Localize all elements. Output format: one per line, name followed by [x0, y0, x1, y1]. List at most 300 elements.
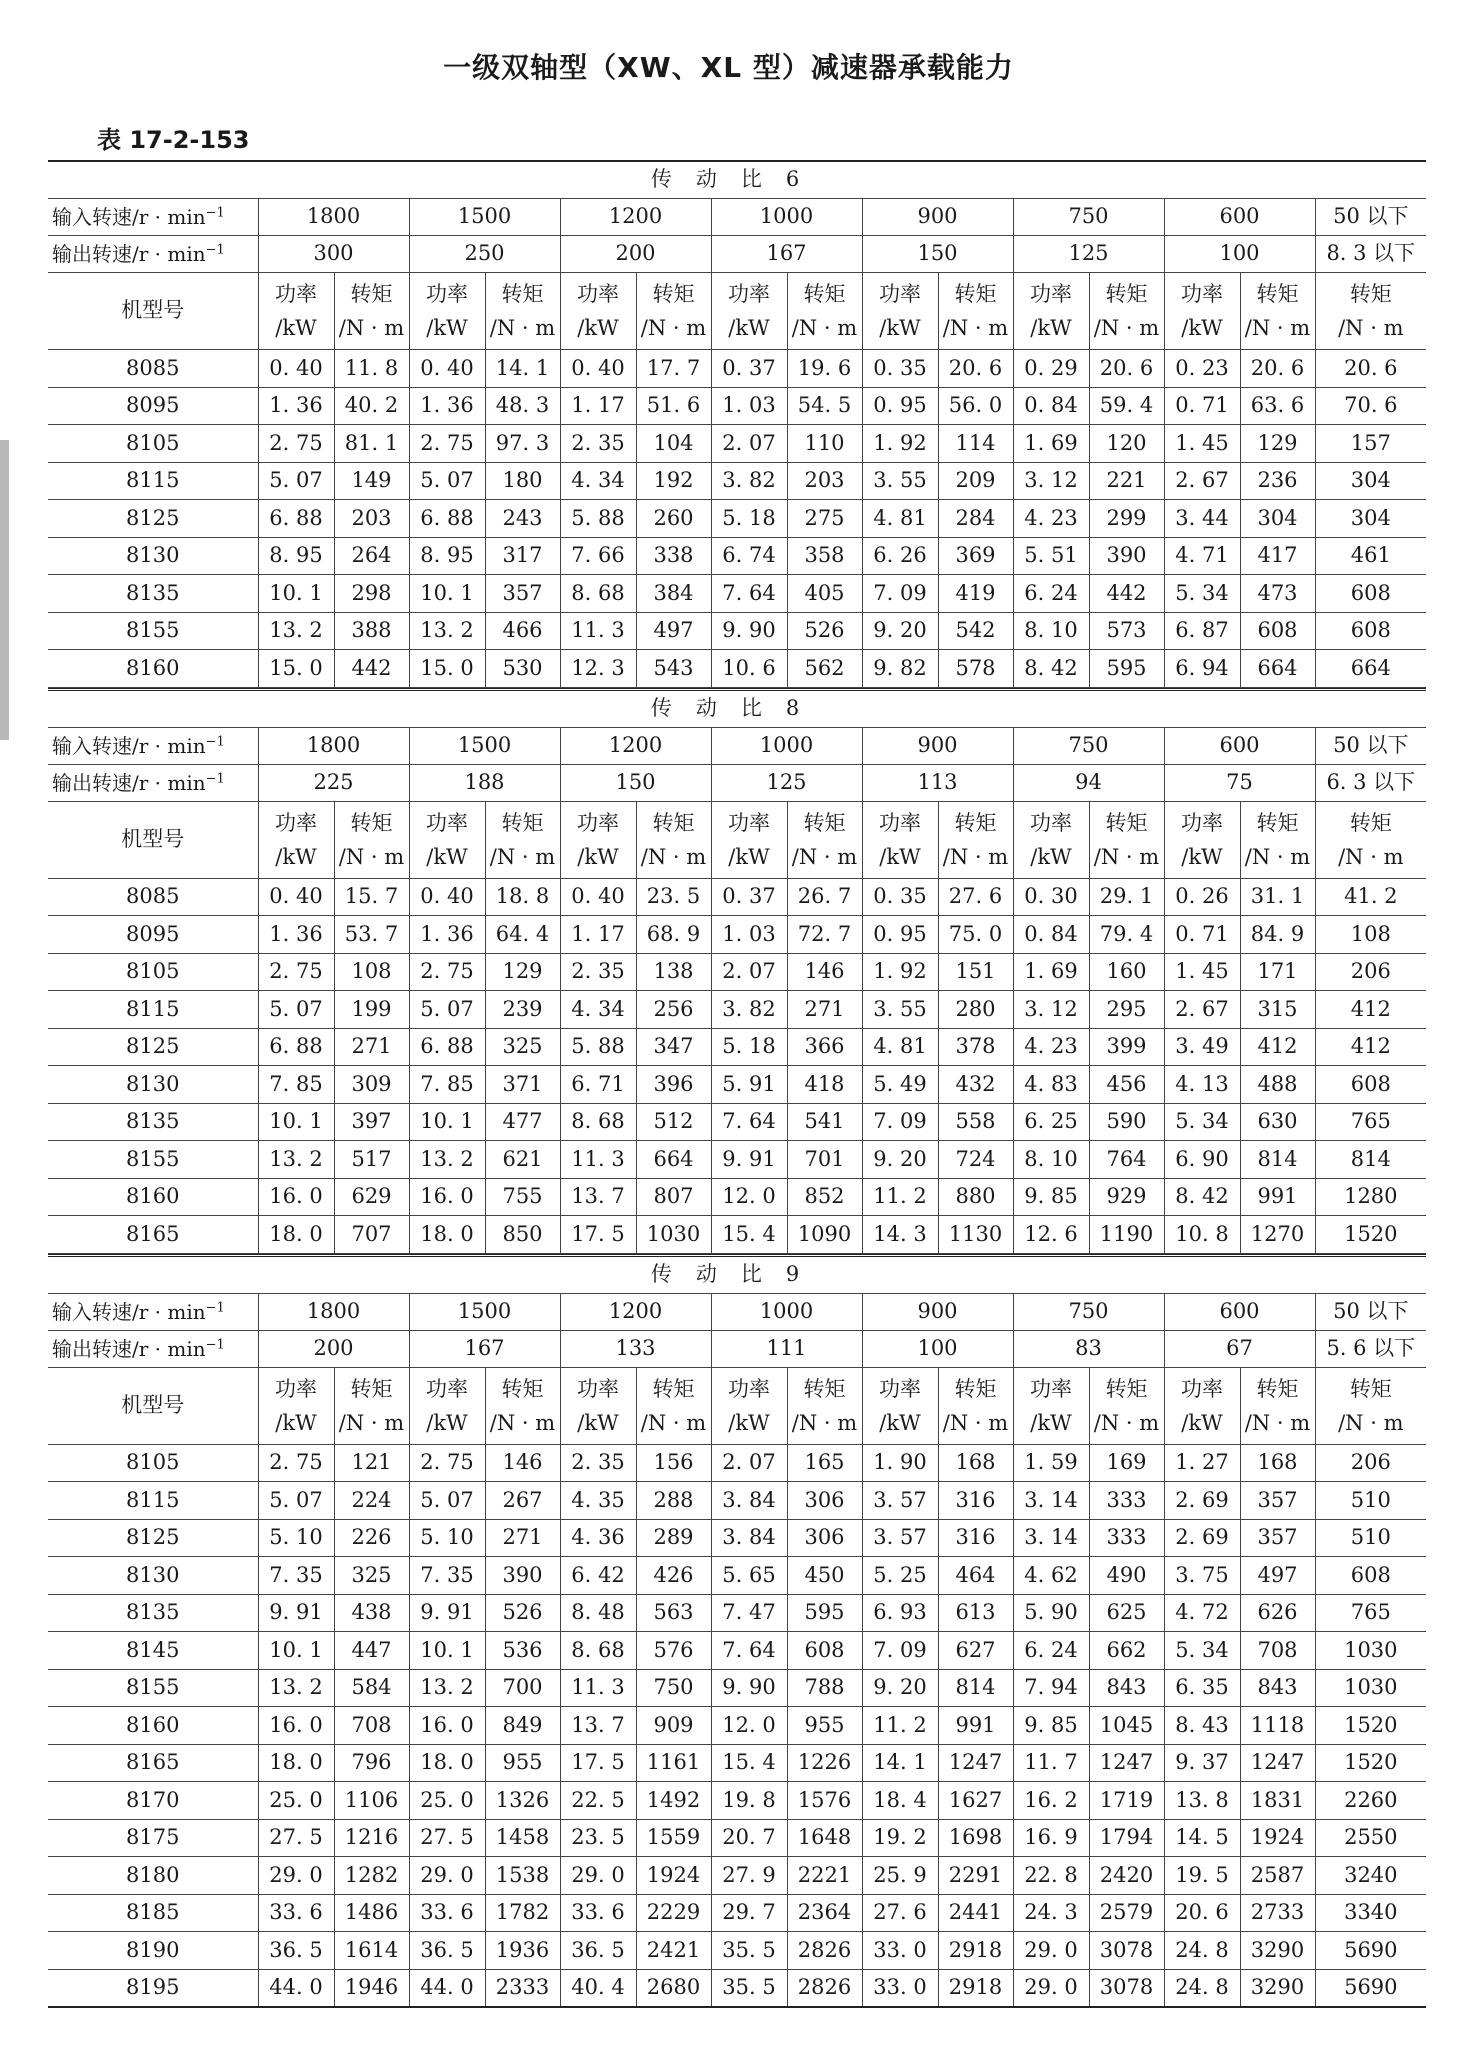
value-cell: 2364: [787, 1894, 862, 1932]
value-cell: 2. 69: [1164, 1482, 1240, 1520]
speed-label: 输出转速$/r \cdot \min^{-1}$: [48, 236, 258, 273]
output-speed-cell: 188: [409, 764, 560, 801]
input-speed-cell: 750: [1013, 1293, 1164, 1330]
value-cell: 788: [787, 1669, 862, 1707]
value-cell: 171: [1240, 953, 1315, 991]
power-header-unit: /kW: [426, 844, 468, 869]
torque-header: [485, 273, 560, 350]
value-cell: 664: [1240, 650, 1315, 688]
value-cell: 1719: [1089, 1782, 1164, 1820]
value-cell: 35. 5: [711, 1932, 787, 1970]
value-cell: 1. 36: [258, 916, 334, 954]
value-cell: 3. 55: [862, 991, 938, 1029]
table-row: [48, 1894, 1426, 1932]
value-cell: 11. 7: [1013, 1744, 1089, 1782]
value-cell: 5. 34: [1164, 575, 1240, 613]
power-header-top: 功率: [728, 810, 770, 835]
value-cell: 1. 03: [711, 387, 787, 425]
value-cell: 56. 0: [938, 387, 1013, 425]
value-cell: 168: [938, 1444, 1013, 1482]
model-cell: 8105: [48, 1444, 258, 1482]
power-header-unit: /kW: [728, 844, 770, 869]
torque-header-unit: /N · m: [942, 844, 1009, 869]
power-header: [258, 801, 334, 878]
table-row: [48, 953, 1426, 991]
torque-header: [1089, 801, 1164, 878]
power-header-top: 功率: [1181, 282, 1223, 306]
value-cell: 6. 26: [862, 537, 938, 575]
value-cell: 306: [787, 1482, 862, 1520]
value-cell: 1. 17: [560, 916, 636, 954]
model-cell: 8125: [48, 1028, 258, 1066]
output-speed-cell: 200: [258, 1330, 409, 1367]
value-cell: 2229: [636, 1894, 711, 1932]
value-cell: 497: [636, 612, 711, 650]
value-cell: 442: [1089, 575, 1164, 613]
ratio-band: 传动比8: [48, 689, 1426, 727]
value-cell: 1. 69: [1013, 425, 1089, 463]
value-cell: 4. 62: [1013, 1557, 1089, 1595]
value-cell: 239: [485, 991, 560, 1029]
value-cell: 44. 0: [258, 1969, 334, 2007]
value-cell: 5. 88: [560, 1028, 636, 1066]
torque-header-unit: /N · m: [1244, 316, 1311, 340]
table-row: [48, 1444, 1426, 1482]
value-cell: 20. 6: [938, 350, 1013, 388]
model-cell: 8115: [48, 1482, 258, 1520]
table-row: [48, 991, 1426, 1029]
value-cell: 1614: [334, 1932, 409, 1970]
value-cell: 9. 90: [711, 1669, 787, 1707]
value-cell: 6. 88: [258, 1028, 334, 1066]
value-cell: 236: [1240, 462, 1315, 500]
value-cell: 4. 34: [560, 991, 636, 1029]
value-cell: 6. 93: [862, 1594, 938, 1632]
model-header: 机型号: [48, 1367, 258, 1444]
value-cell: 20. 6: [1240, 350, 1315, 388]
value-cell: 53. 7: [334, 916, 409, 954]
value-cell: 412: [1315, 991, 1426, 1029]
value-cell: 36. 5: [560, 1932, 636, 1970]
value-cell: 165: [787, 1444, 862, 1482]
value-cell: 1326: [485, 1782, 560, 1820]
value-cell: 10. 1: [258, 1632, 334, 1670]
value-cell: 3078: [1089, 1932, 1164, 1970]
torque-header: [1315, 801, 1426, 878]
value-cell: 849: [485, 1707, 560, 1745]
value-cell: 16. 0: [409, 1707, 485, 1745]
value-cell: 1782: [485, 1894, 560, 1932]
value-cell: 608: [787, 1632, 862, 1670]
value-cell: 267: [485, 1482, 560, 1520]
value-cell: 4. 83: [1013, 1066, 1089, 1104]
torque-header-unit: /N · m: [640, 844, 707, 869]
value-cell: 814: [1315, 1141, 1426, 1179]
value-cell: 2420: [1089, 1857, 1164, 1895]
value-cell: 7. 66: [560, 537, 636, 575]
value-cell: 4. 81: [862, 1028, 938, 1066]
table-row: [48, 1482, 1426, 1520]
value-cell: 20. 7: [711, 1819, 787, 1857]
model-cell: 8155: [48, 1669, 258, 1707]
value-cell: 1. 90: [862, 1444, 938, 1482]
input-speed-cell: 900: [862, 1293, 1013, 1330]
value-cell: 18. 0: [258, 1216, 334, 1254]
value-cell: 664: [1315, 650, 1426, 688]
torque-header: [334, 273, 409, 350]
value-cell: 27. 6: [862, 1894, 938, 1932]
table-row: [48, 1632, 1426, 1670]
value-cell: 10. 1: [409, 1632, 485, 1670]
value-cell: 1. 69: [1013, 953, 1089, 991]
value-cell: 955: [485, 1744, 560, 1782]
table-row: [48, 1103, 1426, 1141]
value-cell: 6. 24: [1013, 1632, 1089, 1670]
value-cell: 25. 0: [258, 1782, 334, 1820]
power-header-unit: /kW: [1030, 844, 1072, 869]
value-cell: 110: [787, 425, 862, 463]
torque-header-top: 转矩: [803, 810, 846, 835]
value-cell: 33. 6: [560, 1894, 636, 1932]
value-cell: 5. 18: [711, 1028, 787, 1066]
value-cell: 7. 94: [1013, 1669, 1089, 1707]
value-cell: 0. 84: [1013, 916, 1089, 954]
value-cell: 24. 8: [1164, 1932, 1240, 1970]
value-cell: 8. 68: [560, 1103, 636, 1141]
value-cell: 260: [636, 500, 711, 538]
model-cell: 8130: [48, 537, 258, 575]
value-cell: 3. 82: [711, 462, 787, 500]
power-header: [711, 1367, 787, 1444]
unit-exponent: −1: [205, 770, 225, 786]
output-speed-cell: 5. 6 以下: [1315, 1330, 1426, 1367]
value-cell: 562: [787, 650, 862, 688]
value-cell: 108: [1315, 916, 1426, 954]
value-cell: 14. 1: [485, 350, 560, 388]
torque-header-top: 转矩: [1105, 810, 1148, 835]
value-cell: 4. 36: [560, 1519, 636, 1557]
value-cell: 295: [1089, 991, 1164, 1029]
torque-header-top: 转矩: [1105, 1376, 1148, 1401]
value-cell: 0. 37: [711, 878, 787, 916]
value-cell: 17. 5: [560, 1744, 636, 1782]
value-cell: 129: [485, 953, 560, 991]
value-cell: 1936: [485, 1932, 560, 1970]
input-speed-cell: 1200: [560, 727, 711, 764]
input-speed-cell: 50 以下: [1315, 199, 1426, 236]
value-cell: 304: [1315, 462, 1426, 500]
torque-header-top: 转矩: [501, 282, 544, 306]
value-cell: 10. 8: [1164, 1216, 1240, 1254]
value-cell: 12. 6: [1013, 1216, 1089, 1254]
value-cell: 708: [334, 1707, 409, 1745]
value-cell: 64. 4: [485, 916, 560, 954]
value-cell: 3. 14: [1013, 1519, 1089, 1557]
value-cell: 13. 2: [258, 1141, 334, 1179]
value-cell: 1161: [636, 1744, 711, 1782]
value-cell: 20. 6: [1089, 350, 1164, 388]
value-cell: 2826: [787, 1969, 862, 2007]
output-speed-cell: 250: [409, 236, 560, 273]
value-cell: 256: [636, 991, 711, 1029]
model-cell: 8165: [48, 1744, 258, 1782]
value-cell: 27. 5: [258, 1819, 334, 1857]
value-cell: 3. 82: [711, 991, 787, 1029]
value-cell: 724: [938, 1141, 1013, 1179]
value-cell: 306: [787, 1519, 862, 1557]
value-cell: 397: [334, 1103, 409, 1141]
output-speed-cell: 94: [1013, 764, 1164, 801]
power-header-top: 功率: [426, 282, 468, 306]
model-cell: 8135: [48, 1103, 258, 1141]
power-header-unit: /kW: [1181, 1410, 1223, 1435]
unit-exponent: −1: [205, 242, 225, 258]
value-cell: 6. 71: [560, 1066, 636, 1104]
table-row: [48, 1216, 1426, 1254]
value-cell: 843: [1240, 1669, 1315, 1707]
value-cell: 29. 0: [409, 1857, 485, 1895]
value-cell: 5. 07: [258, 1482, 334, 1520]
value-cell: 347: [636, 1028, 711, 1066]
value-cell: 796: [334, 1744, 409, 1782]
input-speed-cell: 900: [862, 727, 1013, 764]
torque-header-top: 转矩: [501, 810, 544, 835]
value-cell: 542: [938, 612, 1013, 650]
torque-header: [938, 1367, 1013, 1444]
torque-header-unit: /N · m: [489, 844, 556, 869]
power-header-top: 功率: [1181, 1376, 1223, 1401]
power-header: [560, 273, 636, 350]
power-header-unit: /kW: [275, 316, 317, 340]
value-cell: 9. 82: [862, 650, 938, 688]
value-cell: 390: [1089, 537, 1164, 575]
input-speed-cell: 1800: [258, 727, 409, 764]
value-cell: 7. 09: [862, 1103, 938, 1141]
value-cell: 18. 4: [862, 1782, 938, 1820]
value-cell: 275: [787, 500, 862, 538]
value-cell: 325: [334, 1557, 409, 1595]
value-cell: 5. 07: [258, 991, 334, 1029]
value-cell: 0. 40: [258, 878, 334, 916]
value-cell: 530: [485, 650, 560, 688]
input-speed-cell: 750: [1013, 199, 1164, 236]
value-cell: 621: [485, 1141, 560, 1179]
value-cell: 17. 7: [636, 350, 711, 388]
value-cell: 168: [1240, 1444, 1315, 1482]
table-row: [48, 1857, 1426, 1895]
value-cell: 2. 07: [711, 425, 787, 463]
value-cell: 5. 88: [560, 500, 636, 538]
model-cell: 8130: [48, 1066, 258, 1104]
torque-header-top: 转矩: [803, 1376, 846, 1401]
torque-header-unit: /N · m: [1093, 1410, 1160, 1435]
value-cell: 1627: [938, 1782, 1013, 1820]
value-cell: 991: [1240, 1178, 1315, 1216]
power-header: [409, 1367, 485, 1444]
model-cell: 8115: [48, 991, 258, 1029]
value-cell: 19. 6: [787, 350, 862, 388]
value-cell: 8. 10: [1013, 1141, 1089, 1179]
value-cell: 79. 4: [1089, 916, 1164, 954]
value-cell: 4. 13: [1164, 1066, 1240, 1104]
value-cell: 662: [1089, 1632, 1164, 1670]
value-cell: 36. 5: [258, 1932, 334, 1970]
value-cell: 708: [1240, 1632, 1315, 1670]
value-cell: 3. 57: [862, 1482, 938, 1520]
table-row: [48, 1519, 1426, 1557]
model-cell: 8130: [48, 1557, 258, 1595]
value-cell: 7. 85: [409, 1066, 485, 1104]
value-cell: 2. 67: [1164, 462, 1240, 500]
value-cell: 0. 40: [560, 350, 636, 388]
value-cell: 19. 2: [862, 1819, 938, 1857]
value-cell: 221: [1089, 462, 1164, 500]
torque-header: [636, 273, 711, 350]
value-cell: 9. 20: [862, 612, 938, 650]
value-cell: 2. 75: [409, 1444, 485, 1482]
value-cell: 271: [787, 991, 862, 1029]
ratio-band: 传动比6: [48, 161, 1426, 199]
value-cell: 1946: [334, 1969, 409, 2007]
value-cell: 991: [938, 1707, 1013, 1745]
value-cell: 6. 42: [560, 1557, 636, 1595]
model-cell: 8085: [48, 350, 258, 388]
input-speed-cell: 1500: [409, 199, 560, 236]
value-cell: 2. 69: [1164, 1519, 1240, 1557]
value-cell: 180: [485, 462, 560, 500]
value-cell: 20. 6: [1315, 350, 1426, 388]
value-cell: 199: [334, 991, 409, 1029]
value-cell: 12. 3: [560, 650, 636, 688]
value-cell: 271: [334, 1028, 409, 1066]
value-cell: 1559: [636, 1819, 711, 1857]
torque-header: [1315, 1367, 1426, 1444]
model-header: 机型号: [48, 273, 258, 350]
output-speed-cell: 125: [711, 764, 862, 801]
value-cell: 7. 35: [409, 1557, 485, 1595]
value-cell: 3. 55: [862, 462, 938, 500]
table-row: [48, 387, 1426, 425]
model-cell: 8170: [48, 1782, 258, 1820]
value-cell: 309: [334, 1066, 409, 1104]
torque-header: [334, 1367, 409, 1444]
value-cell: 169: [1089, 1444, 1164, 1482]
value-cell: 3. 84: [711, 1519, 787, 1557]
value-cell: 764: [1089, 1141, 1164, 1179]
value-cell: 0. 29: [1013, 350, 1089, 388]
torque-header: [787, 1367, 862, 1444]
value-cell: 0. 84: [1013, 387, 1089, 425]
rating-tables: [48, 160, 1426, 2008]
value-cell: 54. 5: [787, 387, 862, 425]
value-cell: 850: [485, 1216, 560, 1254]
value-cell: 390: [485, 1557, 560, 1595]
value-cell: 378: [938, 1028, 1013, 1066]
power-header-unit: /kW: [426, 316, 468, 340]
value-cell: 0. 35: [862, 350, 938, 388]
value-cell: 5. 34: [1164, 1103, 1240, 1141]
value-cell: 13. 7: [560, 1707, 636, 1745]
value-cell: 1924: [1240, 1819, 1315, 1857]
value-cell: 707: [334, 1216, 409, 1254]
value-cell: 9. 85: [1013, 1178, 1089, 1216]
value-cell: 843: [1089, 1669, 1164, 1707]
value-cell: 1576: [787, 1782, 862, 1820]
value-cell: 1045: [1089, 1707, 1164, 1745]
torque-header-top: 转矩: [652, 282, 695, 306]
value-cell: 33. 6: [258, 1894, 334, 1932]
value-cell: 1458: [485, 1819, 560, 1857]
model-cell: 8125: [48, 500, 258, 538]
value-cell: 333: [1089, 1482, 1164, 1520]
value-cell: 578: [938, 650, 1013, 688]
value-cell: 2260: [1315, 1782, 1426, 1820]
torque-header-unit: /N · m: [791, 316, 858, 340]
value-cell: 1190: [1089, 1216, 1164, 1254]
value-cell: 2291: [938, 1857, 1013, 1895]
value-cell: 33. 6: [409, 1894, 485, 1932]
value-cell: 5. 07: [409, 1482, 485, 1520]
value-cell: 203: [787, 462, 862, 500]
value-cell: 288: [636, 1482, 711, 1520]
value-cell: 6. 35: [1164, 1669, 1240, 1707]
value-cell: 8. 43: [1164, 1707, 1240, 1745]
output-speed-cell: 133: [560, 1330, 711, 1367]
value-cell: 1030: [1315, 1669, 1426, 1707]
value-cell: 1226: [787, 1744, 862, 1782]
torque-header-top: 转矩: [350, 282, 393, 306]
power-header-unit: /kW: [879, 1410, 921, 1435]
value-cell: 1538: [485, 1857, 560, 1895]
torque-header-unit: /N · m: [489, 1410, 556, 1435]
value-cell: 160: [1089, 953, 1164, 991]
value-cell: 22. 8: [1013, 1857, 1089, 1895]
value-cell: 432: [938, 1066, 1013, 1104]
value-cell: 2918: [938, 1932, 1013, 1970]
value-cell: 2441: [938, 1894, 1013, 1932]
model-cell: 8145: [48, 1632, 258, 1670]
value-cell: 284: [938, 500, 1013, 538]
value-cell: 146: [485, 1444, 560, 1482]
value-cell: 541: [787, 1103, 862, 1141]
torque-header: [1240, 801, 1315, 878]
value-cell: 442: [334, 650, 409, 688]
value-cell: 426: [636, 1557, 711, 1595]
value-cell: 1. 59: [1013, 1444, 1089, 1482]
output-speed-cell: 100: [1164, 236, 1315, 273]
value-cell: 3. 12: [1013, 462, 1089, 500]
power-header: [862, 273, 938, 350]
value-cell: 608: [1315, 1066, 1426, 1104]
output-speed-cell: 300: [258, 236, 409, 273]
power-header: [258, 273, 334, 350]
value-cell: 5. 51: [1013, 537, 1089, 575]
power-header-top: 功率: [275, 1376, 317, 1401]
value-cell: 203: [334, 500, 409, 538]
value-cell: 70. 6: [1315, 387, 1426, 425]
input-speed-cell: 1200: [560, 199, 711, 236]
value-cell: 2. 75: [258, 953, 334, 991]
power-header-unit: /kW: [879, 316, 921, 340]
value-cell: 573: [1089, 612, 1164, 650]
power-header-top: 功率: [879, 282, 921, 306]
power-header-unit: /kW: [1181, 316, 1223, 340]
torque-header-top: 转矩: [954, 810, 997, 835]
value-cell: 16. 0: [409, 1178, 485, 1216]
value-cell: 8. 95: [258, 537, 334, 575]
value-cell: 7. 09: [862, 575, 938, 613]
value-cell: 6. 25: [1013, 1103, 1089, 1141]
